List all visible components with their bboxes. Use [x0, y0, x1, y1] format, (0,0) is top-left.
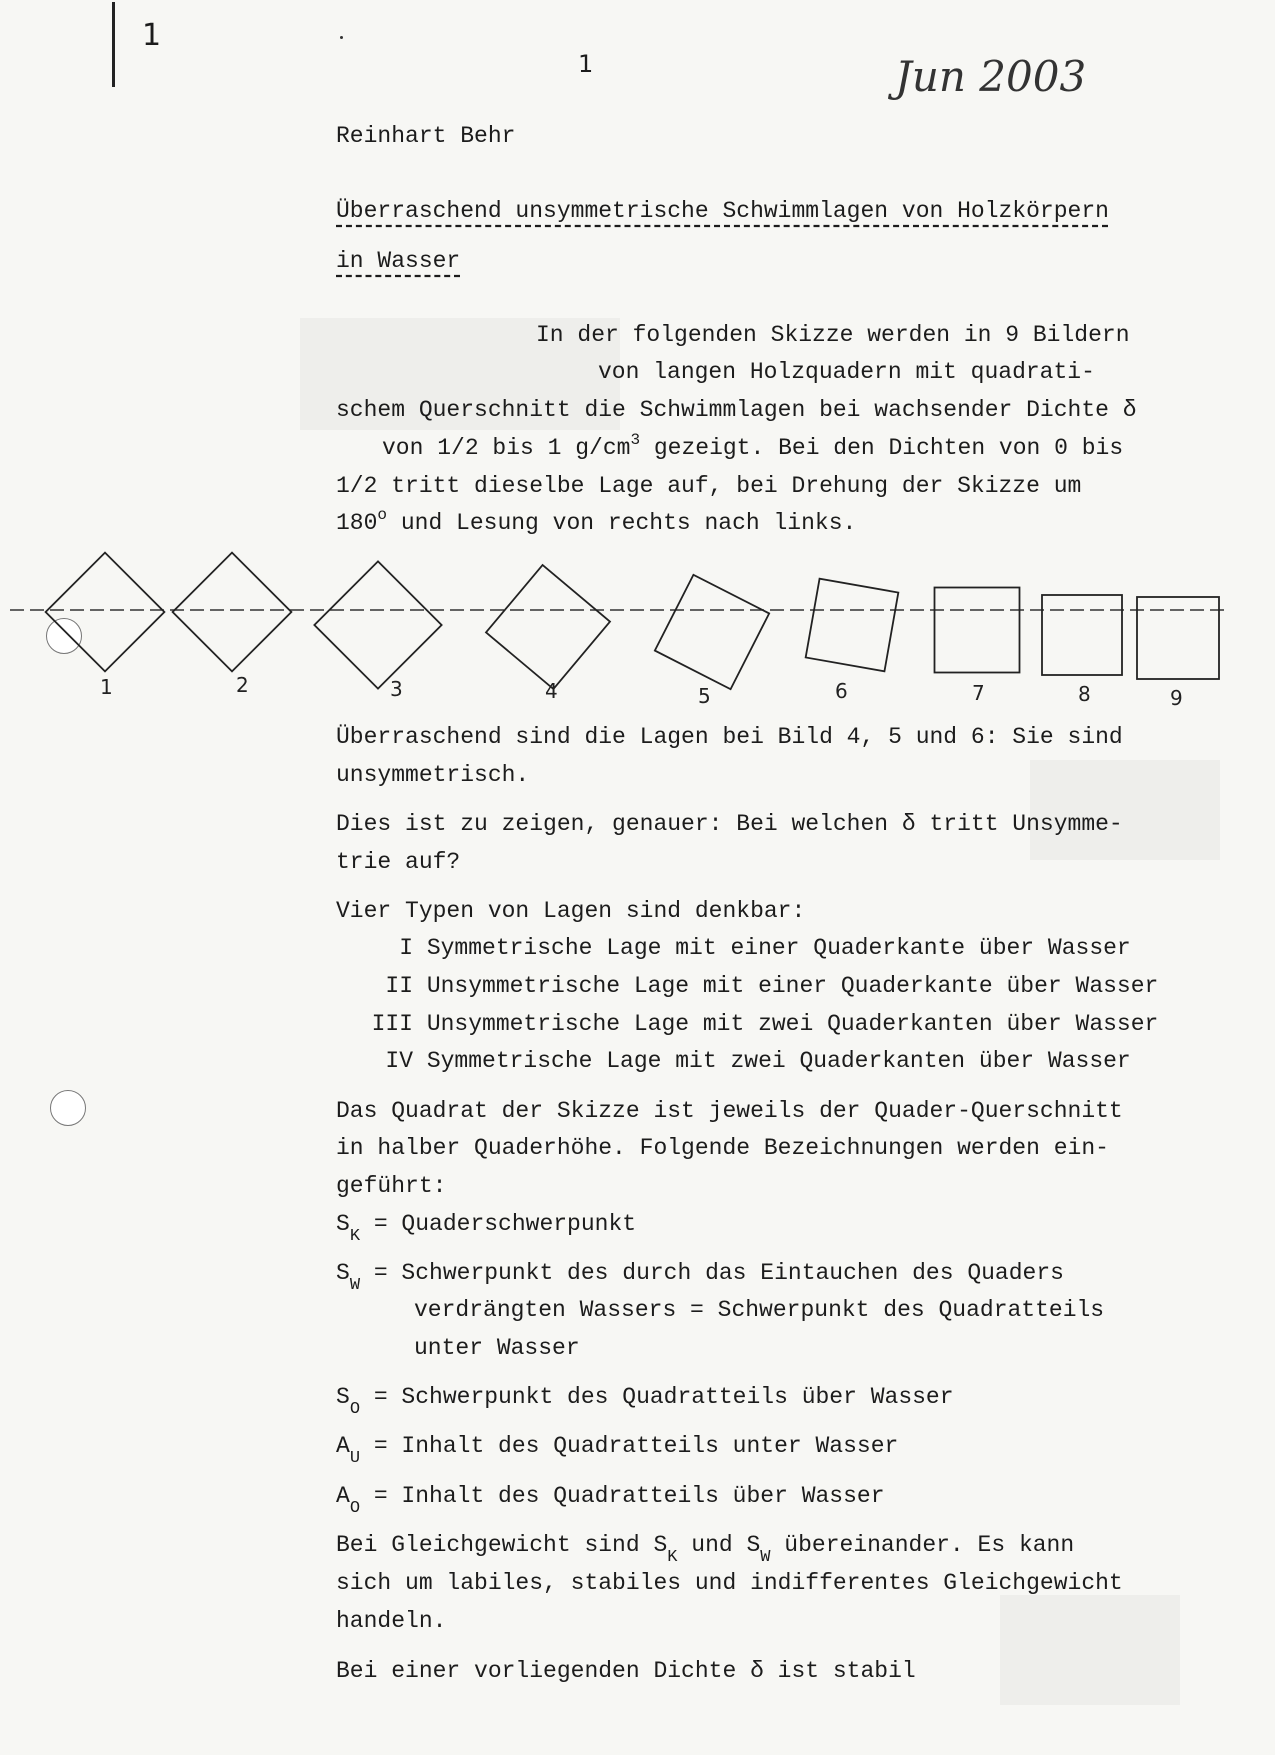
- floating-positions-diagram: [0, 530, 1275, 720]
- definition-ao: $A_O$ = Inhalt des Quadratteils über Wasser: [336, 1483, 885, 1518]
- intro-line: 180$^o$ und Lesung von rechts nach links.: [336, 506, 857, 536]
- intro-line: schem Querschnitt die Schwimmlagen bei wachsender Dichte δ: [336, 397, 1137, 423]
- type-text: Unsymmetrische Lage mit zwei Quaderkanten über Wasser: [426, 1011, 1159, 1037]
- cross-section-square-3: [314, 561, 441, 688]
- type-text: Symmetrische Lage mit zwei Quaderkanten über Wasser: [426, 1048, 1131, 1074]
- paragraph-line: Das Quadrat der Skizze ist jeweils der Quader-Querschnitt: [336, 1098, 1123, 1124]
- paragraph-line: sich um labiles, stabiles und indifferentes Gleichgewicht: [336, 1570, 1123, 1596]
- definition-sk: $S_K$ = Quaderschwerpunkt: [336, 1211, 637, 1246]
- intro-line: 1/2 tritt dieselbe Lage auf, bei Drehung der Skizze um: [336, 473, 1082, 499]
- type-item-2: [336, 975, 1158, 998]
- intro-line: In der folgenden Skizze werden in 9 Bildern: [536, 322, 1130, 348]
- type-item-3: [336, 1013, 1158, 1036]
- cross-section-square-5: [655, 575, 769, 689]
- pasted-patch: [1000, 1595, 1180, 1705]
- definition-sw-cont: verdrängten Wassers = Schwerpunkt des Quadratteils: [414, 1297, 1105, 1323]
- type-item-4: [336, 1050, 1131, 1073]
- cross-section-square-1: [46, 553, 165, 672]
- types-intro: Vier Typen von Lagen sind denkbar:: [336, 898, 806, 924]
- cross-section-square-7: [935, 588, 1020, 673]
- paragraph-line: Bei Gleichgewicht sind $S_K$ und $S_W$ übereinander. Es kann: [336, 1532, 1075, 1567]
- square-label-4: 4: [545, 679, 558, 703]
- cross-section-square-2: [173, 553, 292, 672]
- type-text: Symmetrische Lage mit einer Quaderkante über Wasser: [426, 935, 1131, 961]
- paragraph-line: trie auf?: [336, 849, 461, 875]
- paragraph-line: Überraschend sind die Lagen bei Bild 4, 5 und 6: Sie sind: [336, 724, 1123, 750]
- pasted-patch: [1030, 760, 1220, 860]
- square-label-5: 5: [698, 684, 711, 708]
- cross-section-square-6: [806, 579, 899, 672]
- type-number: I: [399, 935, 413, 961]
- square-label-8: 8: [1078, 682, 1091, 706]
- definition-so: $S_O$ = Schwerpunkt des Quadratteils über Wasser: [336, 1384, 954, 1419]
- paragraph-line: unsymmetrisch.: [336, 762, 530, 788]
- page-number: 1: [578, 50, 594, 78]
- definition-sw-cont: unter Wasser: [414, 1335, 580, 1361]
- type-number: II: [385, 973, 413, 999]
- paragraph-line: Bei einer vorliegenden Dichte δ ist stabil: [336, 1658, 916, 1684]
- paragraph-line: Dies ist zu zeigen, genauer: Bei welchen δ tritt Unsymme-: [336, 811, 1123, 837]
- margin-mark: 1: [142, 18, 162, 53]
- square-label-2: 2: [236, 673, 249, 697]
- intro-line: von 1/2 bis 1 $g/cm^3$ gezeigt. Bei den Dichten von 0 bis: [382, 431, 1124, 461]
- paragraph-line: handeln.: [336, 1608, 447, 1634]
- paragraph-line: geführt:: [336, 1173, 447, 1199]
- definition-sw: $S_W$ = Schwerpunkt des durch das Eintauchen des Quaders: [336, 1260, 1064, 1295]
- page-edge-line: [112, 2, 115, 87]
- intro-line: von langen Holzquadern mit quadrati-: [598, 359, 1095, 385]
- definition-au: $A_U$ = Inhalt des Quadratteils unter Wasser: [336, 1433, 899, 1468]
- type-number: IV: [385, 1048, 413, 1074]
- speck: [340, 36, 343, 39]
- document-title-line2: in Wasser: [336, 248, 461, 274]
- type-item-1: [336, 937, 1131, 960]
- type-text: Unsymmetrische Lage mit einer Quaderkante über Wasser: [426, 973, 1159, 999]
- cross-section-square-8: [1042, 595, 1122, 675]
- punch-hole-bottom: [50, 1090, 86, 1126]
- document-title-line1: Überraschend unsymmetrische Schwimmlagen von Holzkörpern: [336, 198, 1109, 224]
- paragraph-line: in halber Quaderhöhe. Folgende Bezeichnungen werden ein-: [336, 1135, 1109, 1161]
- type-number: III: [371, 1011, 413, 1037]
- cross-section-square-4: [486, 565, 610, 689]
- square-label-9: 9: [1170, 686, 1183, 710]
- square-label-3: 3: [390, 677, 403, 701]
- author-name: Reinhart Behr: [336, 123, 516, 149]
- square-label-7: 7: [972, 681, 985, 705]
- square-label-1: 1: [100, 675, 113, 699]
- handwritten-date-note: Jun 2003: [895, 52, 1087, 101]
- square-label-6: 6: [835, 679, 848, 703]
